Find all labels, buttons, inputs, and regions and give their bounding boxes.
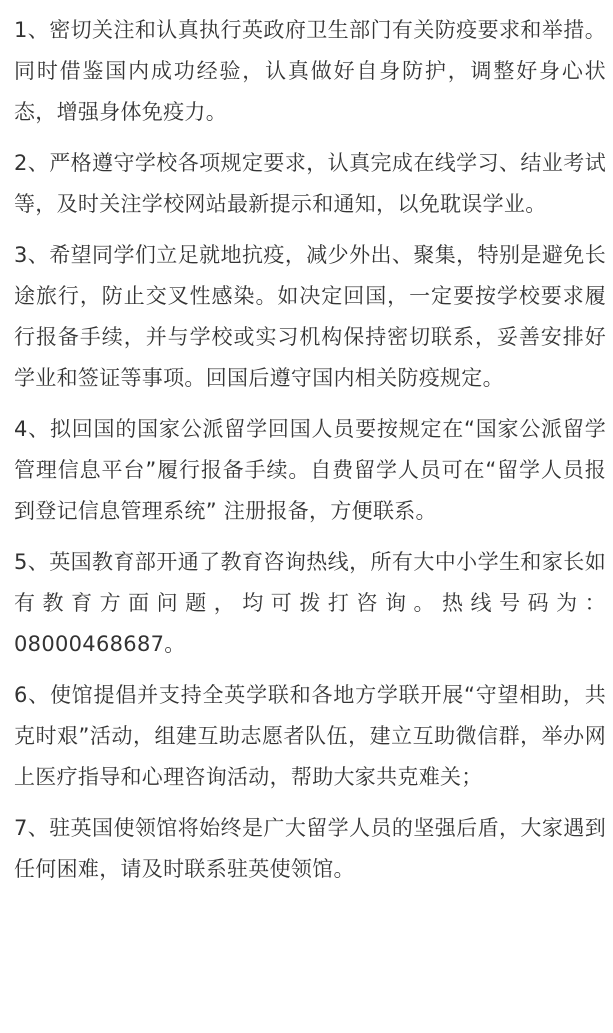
- notice-item-3: 3、希望同学们立足就地抗疫，减少外出、聚集，特别是避免长途旅行，防止交叉性感染。如决定回国，一定要按学校要求履行报备手续，并与学校或实习机构保持密切联系，妥善安排好学业和签证等事项。回国后遵守国内相关防疫规定。: [14, 243, 606, 390]
- notice-item-1: 1、密切关注和认真执行英政府卫生部门有关防疫要求和举措。同时借鉴国内成功经验，认真做好自身防护，调整好身心状态，增强身体免疫力。: [14, 18, 606, 124]
- notice-item-6: 6、使馆提倡并支持全英学联和各地方学联开展“守望相助，共克时艰”活动，组建互助志愿者队伍，建立互助微信群，举办网上医疗指导和心理咨询活动，帮助大家共克难关；: [14, 683, 606, 789]
- notice-item-7: 7、驻英国使领馆将始终是广大留学人员的坚强后盾，大家遇到任何困难，请及时联系驻英使领馆。: [14, 816, 606, 881]
- notice-text-body: [14, 10, 606, 900]
- notice-item-5: 5、英国教育部开通了教育咨询热线，所有大中小学生和家长如有教育方面问题，均可拨打咨询。热线号码为：08000468687。: [14, 550, 606, 656]
- notice-item-4: 4、拟回国的国家公派留学回国人员要按规定在“国家公派留学管理信息平台”履行报备手续。自费留学人员可在“留学人员报到登记信息管理系统” 注册报备，方便联系。: [14, 417, 606, 523]
- notice-item-2: 2、严格遵守学校各项规定要求，认真完成在线学习、结业考试等，及时关注学校网站最新提示和通知，以免耽误学业。: [14, 151, 606, 216]
